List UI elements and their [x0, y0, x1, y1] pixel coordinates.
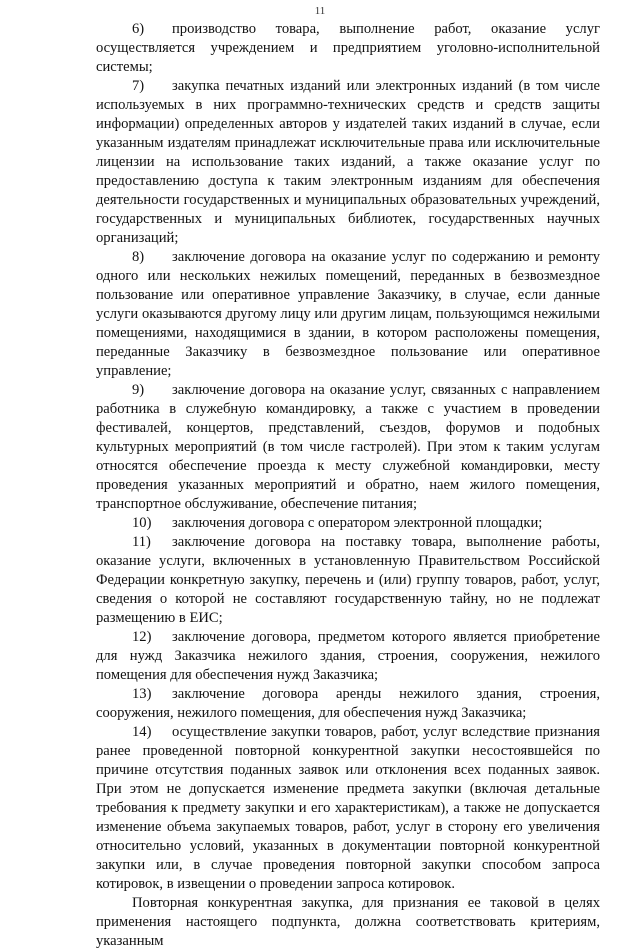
list-item: [96, 685, 600, 723]
item-number: 12): [132, 629, 152, 645]
list-item: [96, 723, 600, 894]
list-item: [96, 533, 600, 628]
item-text: осуществление закупки товаров, работ, услуг вследствие признания ранее проведенной повторной конкурентной закупки несостоявшейся по причине отсутствия поданных заявок или отклонения всех поданных заявок. При этом не допускается изменение предмета закупки (включая детальные требования к предмету закупки и его характеристикам), а также не допускается изменение объема закупаемых товаров, работ, услуг в сторону его увеличения относительно условий, указанных в документации повторной конкурентной закупки или, в случае проведения повторной закупки способом запроса котировок, в извещении о проведении запроса котировок.: [96, 724, 600, 892]
document-body: [96, 20, 600, 951]
item-text: заключение договора аренды нежилого здания, строения, сооружения, нежилого помещения, для обеспечения нужд Заказчика;: [96, 686, 600, 721]
item-text: заключение договора, предметом которого является приобретение для нужд Заказчика нежилого здания, строения, сооружения, нежилого помещения для обеспечения нужд Заказчика;: [96, 629, 600, 683]
item-text: производство товара, выполнение работ, оказание услуг осуществляется учреждением и предприятием уголовно-исполнительной системы;: [96, 21, 600, 75]
item-text: закупка печатных изданий или электронных изданий (в том числе используемых в них программно-технических средств и средств защиты информации) определенных авторов у издателей таких изданий в случае, если указанным издателям принадлежат исключительные права или исключительные лицензии на использование таких изданий, а также оказание услуг по предоставлению доступа к таким электронным изданиям для обеспечения деятельности государственных и муниципальных образовательных учреждений, государственных и муниципальных библиотек, государственных научных организаций;: [96, 78, 600, 246]
item-text: заключение договора на поставку товара, выполнение работы, оказание услуги, включенных в установленную Правительством Российской Федерации конкретную закупку, перечень и (или) группу товаров, работ, услуг, сведения о которой не составляют государственную тайну, но не подлежат размещению в ЕИС;: [96, 534, 600, 626]
list-item: [96, 20, 600, 77]
item-number: 7): [132, 78, 145, 94]
list-item: [96, 248, 600, 381]
item-number: 14): [132, 724, 152, 740]
item-number: 8): [132, 249, 145, 265]
item-text: заключение договора на оказание услуг, связанных с направлением работника в служебную командировку, а также с участием в проведении фестивалей, концертов, представлений, съездов, форумов и подобных культурных мероприятий (в том числе гастролей). При этом к таким услугам относятся обеспечение проезда к месту служебной командировки, месту проведения указанных мероприятий и обратно, наем жилого помещения, транспортное обслуживание, обеспечение питания;: [96, 382, 600, 512]
item-number: 10): [132, 515, 152, 531]
list-item: [96, 628, 600, 685]
item-number: 9): [132, 382, 145, 398]
list-item: [96, 381, 600, 514]
item-number: 11): [132, 534, 151, 550]
item-number: 6): [132, 21, 145, 37]
item-number: 13): [132, 686, 152, 702]
list-item: [96, 77, 600, 248]
item-text: заключения договора с оператором электронной площадки;: [172, 515, 543, 531]
page-number: 11: [314, 5, 326, 17]
item-text: заключение договора на оказание услуг по содержанию и ремонту одного или нескольких нежилых помещений, переданных в безвозмездное пользование или оперативное управление Заказчику, в случае, если данные услуги оказываются другому лицу или другим лицам, пользующимся нежилыми помещениями, находящимися в здании, в котором расположены помещения, переданные Заказчику в безвозмездное пользование или оперативное управление;: [96, 249, 600, 379]
list-item: [96, 514, 600, 533]
closing-paragraph: Повторная конкурентная закупка, для признания ее таковой в целях применения настоящего подпункта, должна соответствовать критериям, указанным: [96, 895, 600, 949]
